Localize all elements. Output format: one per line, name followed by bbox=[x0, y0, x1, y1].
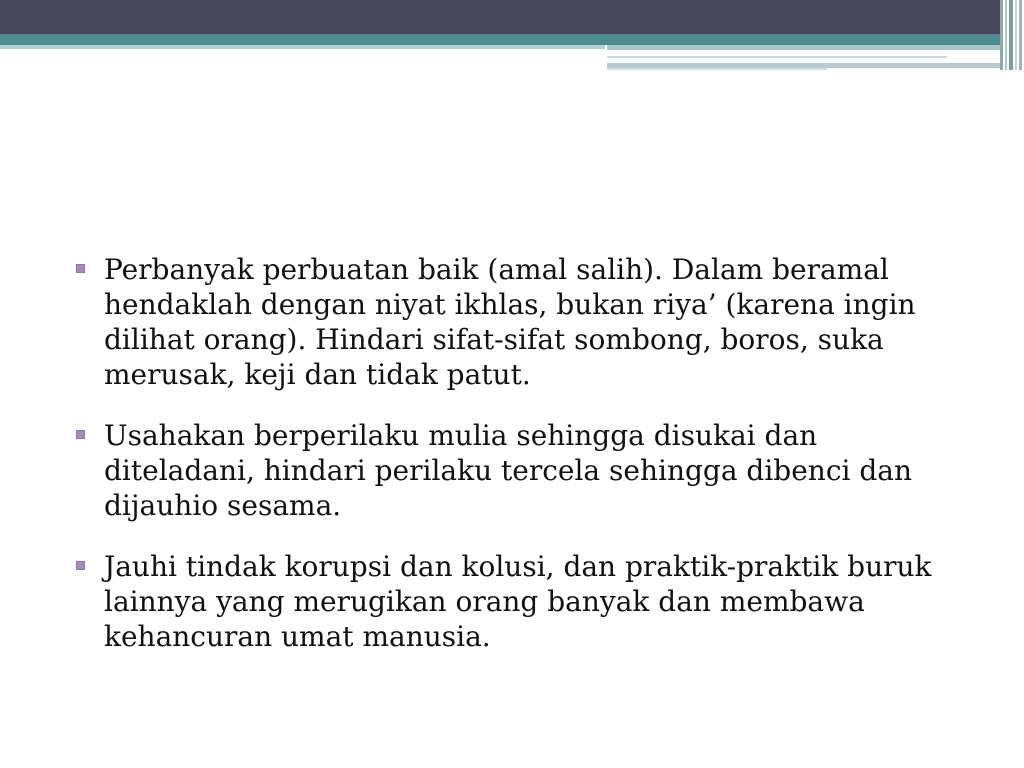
header-dark-bar bbox=[0, 0, 1024, 34]
square-bullet-icon bbox=[76, 561, 85, 570]
bullet-text: Usahakan berperilaku mulia sehingga disukai dan diteladani, hindari perilaku tercela sehingga dibenci dan dijauhio sesama. bbox=[104, 419, 913, 522]
slide-bullet-list bbox=[76, 252, 976, 654]
header-right-stripes bbox=[1000, 0, 1024, 70]
bullet-text: Perbanyak perbuatan baik (amal salih). Dalam beramal hendaklah dengan niyat ikhlas, bukan riya’ (karena ingin dilihat orang). Hindari sifat-sifat sombong, boros, suka merusak, keji dan tidak patut. bbox=[104, 253, 916, 391]
header-light-stripe bbox=[0, 45, 605, 49]
header-deco-line bbox=[607, 56, 947, 58]
list-item bbox=[76, 252, 976, 392]
header-deco-line bbox=[607, 45, 1000, 50]
header-deco-line bbox=[607, 68, 827, 70]
header-teal-stripe bbox=[0, 34, 1000, 45]
list-item bbox=[76, 549, 976, 654]
bullet-text: Jauhi tindak korupsi dan kolusi, dan praktik-praktik buruk lainnya yang merugikan orang banyak dan membawa kehancuran umat manusia. bbox=[104, 550, 932, 653]
list-item bbox=[76, 418, 976, 523]
square-bullet-icon bbox=[76, 430, 85, 439]
square-bullet-icon bbox=[76, 264, 85, 273]
